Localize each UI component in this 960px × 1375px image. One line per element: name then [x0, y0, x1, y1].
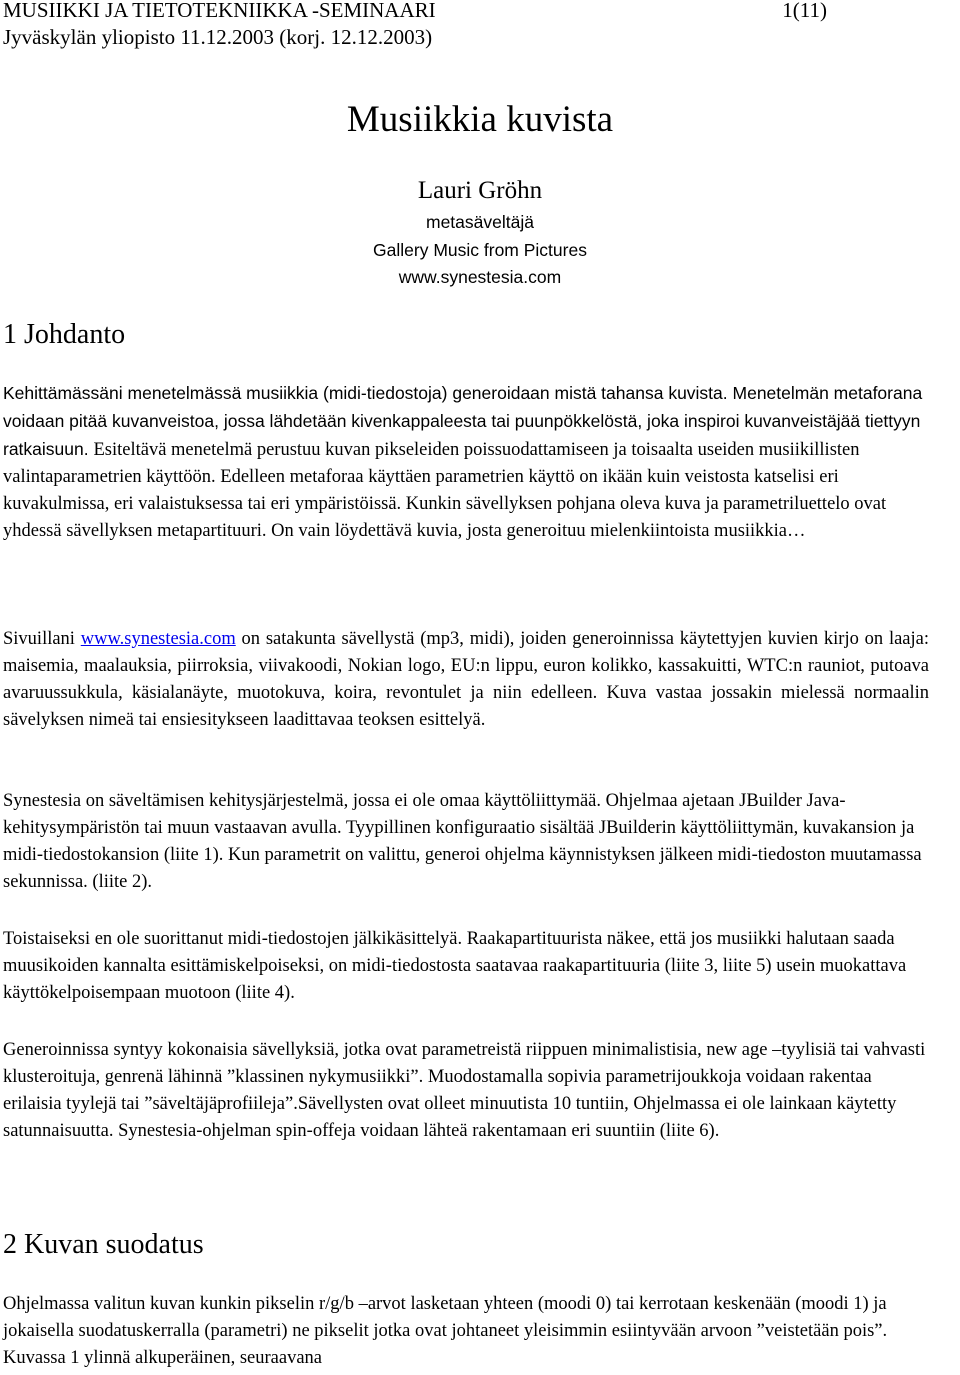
paragraph-synestesia: Synestesia on säveltämisen kehitysjärjestelmä, jossa ei ole omaa käyttöliittymää. Ohjelmaa ajetaan JBuilder Java-kehitysympäristön tai muun vastaavan avulla. Tyypillinen konfiguraatio sisältää JBuilderin käyttöliittymän, kuvakansion ja midi-tiedostokansion (liite 1). Kun parametrit on valittu, generoi ohjelma käynnistyksen jälkeen midi-tiedoston muutamassa sekunnissa. (liite 2). — [3, 791, 922, 892]
paragraph-generointi: Generoinnissa syntyy kokonaisia sävellyksiä, jotka ovat parametreistä riippuen minimalistisia, new age –tyylisiä tai vahvasti klusteroituja, genrenä lähinnä ”klassinen nykymusiikki”. Muodostamalla sopivia parametrijoukkoja voidaan rakentaa erilaisia tyylejä tai ”säveltäjäprofiileja”.Sävellysten ovat olleet minuutista 10 tuntiin, Ohjelmassa ei ole lainkaan käytetty satunnaisuutta. Synestesia-ohjelman spin-offeja voidaan lähteä rakentamaan eri suuntiin (liite 6). — [3, 1040, 926, 1141]
section-heading-kuvan-suodatus: 2 Kuvan suodatus — [3, 1229, 204, 1260]
page-header — [3, 0, 955, 51]
section-heading-johdanto: 1 Johdanto — [3, 319, 126, 350]
author-name: Lauri Gröhn — [417, 177, 543, 204]
paragraph-sivuillani — [3, 626, 929, 734]
document-title: Musiikkia kuvista — [346, 99, 614, 140]
paragraph-sivuillani-rest: on satakunta sävellystä (mp3, midi), joiden generoinnissa käytettyjen kuvien kirjo on laaja: maisemia, maalauksia, piirroksia, viivakoodi, Nokian logo, EU:n lippu, euron kolikko, kassakuitti, WTC:n rauniot, putoava avaruussukkula, käsialanäyte, muotokuva, koira, revontulet ja niin edelleen. Kuva vastaa jossakin mielessä normaalin sävelyksen nimeä tai ensiesitykseen laadittavaa teoksen esittelyä. — [3, 629, 929, 730]
event-info: Jyväskylän yliopisto 11.12.2003 (korj. 12.12.2003) — [3, 25, 433, 49]
paragraph-suodatus: Ohjelmassa valitun kuvan kunkin pikselin r/g/b –arvot lasketaan yhteen (moodi 0) tai kerrotaan keskenään (moodi 1) ja jokaisella suodatuskerralla (parametri) ne pikselit jotka ovat johtaneet yleisimmin esiintyvään arvoon ”veistetään pois”. Kuvassa 1 ylinnä alkuperäinen, seuraavana — [3, 1294, 888, 1368]
author-website: www.synestesia.com — [398, 267, 562, 287]
author-role: metasäveltäjä — [426, 212, 534, 232]
paragraph-intro-part1: Kehittämässäni menetelmässä musiikkia (midi-tiedostoja) generoidaan mistä tahansa kuvista. Menetelmän metaforana voidaan pitää kuvanveistoa, jossa lähdetään kivenkappaleesta tai puunpökkelöstä, joka inspiroi kuvanveistäjää tiettyyn ratkaisuun. — [3, 383, 923, 459]
seminar-title: MUSIIKKI JA TIETOTEKNIIKKA -SEMINAARI — [3, 0, 436, 22]
paragraph-jalkikasittely: Toistaiseksi en ole suorittanut midi-tiedostojen jälkikäsittelyä. Raakapartituurista näkee, että jos musiikki halutaan saada muusikoiden kannalta esittämiskelpoiseksi, on midi-tiedostosta saatavaa raakapartituuria (liite 3, liite 5) usein muokattava käyttökelpoisempaan muotoon (liite 4). — [3, 929, 907, 1003]
synestesia-link[interactable]: www.synestesia.com — [80, 629, 236, 649]
paragraph-intro — [3, 380, 929, 545]
author-gallery: Gallery Music from Pictures — [373, 240, 587, 260]
page-number: 1(11) — [782, 0, 827, 22]
paragraph-sivuillani-start: Sivuillani — [3, 629, 81, 649]
paragraph-intro-part2: Esiteltävä menetelmä perustuu kuvan pikseleiden poissuodattamiseen ja toisaalta useiden musiikillisten valintaparametrien käyttöön. Edelleen metaforaa käyttäen parametrien käyttö on ikään kuin veistosta katselisi eri kuvakulmissa, eri valaistuksessa tai eri ympäristöissä. Kunkin sävellyksen pohjana oleva kuva ja parametriluettelo ovat yhdessä sävellyksen metapartituuri. On vain löydettävä kuvia, josta generoituu mielenkiintoista musiikkia… — [3, 440, 887, 541]
